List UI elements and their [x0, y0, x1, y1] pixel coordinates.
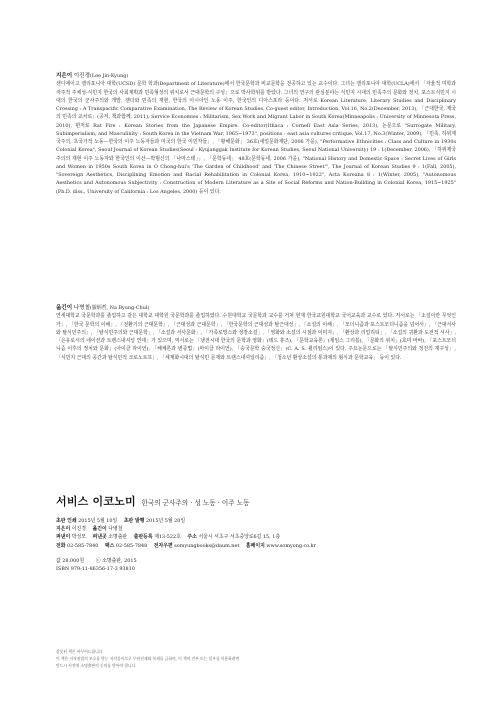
- translator-name-extra: (羅炳哲, Na Byung-Chul): [90, 305, 150, 311]
- publisher-row: [56, 533, 456, 541]
- colophon: [56, 493, 456, 573]
- email-label: 전자우편: [153, 542, 173, 549]
- author-bio-text: 샌디에이고 캘리포니아 대학(UCSD) 문학 학과(Department of Literature)에서 한국문학과 비교문학을 전공하고 있는 교수이다. 그녀는 캘리포니아 대학(UCLA)에서 「자율적 미학과 자주적 주체성-식민지 한국의 사회계획과 민족형성의 위치로서 근대문학의 구성」으로 박사학위를 받았다. 그녀의 연구의 관심분야는 식민지 시대의 민족주의 문화와 정치, 포스트식민지 시대의 한국의 군사주의와 개발, 젠더와 민족의 재현, 한국의 아시아인 노동 이주, 한국인의 디아스포라 등이다. 저서로 Korean Literature, Literary Studies and Disciplinary Crossing : A Transpacific Comparative Examination, The Review of Korean Studies, Co-guest editor, Introduction, Vol.16, No.2(December, 2013), 「근대한국, 제국의 민족의 교차로」(공저, 책과함께, 2011), Service Economies : Militarism, Sex Work and Migrant Labor in South Korea(Minneapolis : University of Minnesota Press, 2010), 편저로 Rat Fire : Korean Stories from the Japanese Empire. Co-editor(Ithaca : Cornell East Asia Series, 2013), 논문으로 "Surrogate Military, Subimperialism, and Masculinity : South Korea in the Vietnam War, 1965~1973", positions : east asia cultures critique, Vol.17, No.3(Winter, 2009), 「민족, 하위제국주의, 초국가적 노동—한국의 이주 노동자들과 미국의 한국 이민자들」, 「황해문화」 36호(새얼문화재단, 2006 가을), "Performative Ethnicities : Class and Culture in 1930s Colonial Korea", Seoul Journal of Korean Studies(Seoul : Kyujanggak Institute for Korean Studies, Seoul National University) 19 : 1(December, 2006), 「하위제국주의의 재현 이주 노동자와 한국인의 이산—박범신의 「나마스테」」, 「문학동네」 48호(문학동네, 2006 가을), "National History and Domestic Space : Secret Lives of Girls and Women in 1950s South Korea in O Chong-hui's 'The Garden of Childhood' and 'The Chinese Street'", The Journal of Korean Studies 9 : 1(Fall, 2005), "Sovereign Aesthetics, Disciplining Emotion and Racial Rehabilitation in Colonial Korea, 1910~1922", Acta Koreana 8 : 1(Winter, 2005), "Autonomous Aesthetics and Autonomous Subjectivity : Construction of Modern Literature as a Site of Social Reforms and Nation-Building in Colonial Korea, 1915~1925"(Ph.D. diss., University of California : Los Angeles, 2000) 등이 있다.: [56, 81, 456, 195]
- translator-name: 나병철: [73, 305, 90, 311]
- registration-value: 제13-522호: [154, 534, 181, 541]
- author-bio: [56, 72, 456, 196]
- author-name-roman: (Lee Jin-Kyung): [90, 73, 129, 79]
- homepage-label: 홈페이지: [245, 542, 265, 549]
- print-dates-row: [56, 517, 456, 525]
- address-label: 주소: [187, 534, 197, 541]
- contact-row: [56, 542, 456, 550]
- phone-label: 전화: [56, 542, 66, 549]
- publisher-value: 박성모: [71, 534, 86, 541]
- fax-value: 02-585-7848: [115, 542, 148, 549]
- first-pub-value: 2015년 5월 20일: [145, 518, 186, 524]
- translator-credit-label: 옮긴이: [92, 526, 107, 533]
- price: 값 28,000원: [56, 557, 85, 564]
- press-label: 펴낸곳: [92, 534, 107, 541]
- translator-bio: [56, 304, 456, 362]
- notice: [56, 648, 456, 669]
- press-value: 소명출판: [108, 534, 128, 541]
- notice-line: 이 책은 저작권법의 보호를 받는 저작물이므로 무단전재와 복제를 금하며, 이 책의 전부 또는 일부를 이용하려면: [56, 656, 240, 661]
- publisher-label: 펴낸이: [56, 534, 71, 541]
- email-value: somyungbooks@daum.net: [174, 542, 240, 549]
- price-block: [56, 557, 456, 573]
- registration-label: 출판등록: [133, 534, 153, 541]
- isbn: ISBN 979-11-86356-17-3 93810: [56, 566, 135, 573]
- first-print-label: 초판 인쇄: [56, 518, 77, 524]
- author-name: 이진경: [73, 73, 90, 79]
- copyright: ⓒ 소명출판, 2015: [95, 557, 137, 564]
- price-row: [56, 557, 456, 565]
- isbn-row: [56, 565, 456, 573]
- fax-label: 팩스: [104, 542, 115, 549]
- book-title: 서비스 이코노미: [56, 495, 136, 508]
- translator-label: 옮긴이: [56, 305, 73, 311]
- notice-line: 잘못된 책은 바꾸어드립니다.: [56, 649, 104, 654]
- book-subtitle: 한국의 군사주의 · 성 노동 · 이주 노동: [141, 499, 250, 507]
- translator-credit-value: 나병철: [108, 526, 123, 533]
- author-credit-value: 이진경: [71, 526, 86, 533]
- first-print-value: 2015년 5월 10일: [78, 518, 118, 524]
- first-pub-label: 초판 발행: [123, 518, 145, 524]
- credits-row: [56, 525, 456, 533]
- address-value: 서울시 서초구 서초중앙로6길 15, 1층: [198, 534, 281, 541]
- phone-value: 02-585-7840: [67, 542, 99, 549]
- homepage-value: www.somyong.co.kr: [266, 542, 316, 549]
- book-title-line: [56, 493, 456, 509]
- notice-line: 반드시 사전에 소명출판의 동의를 받아야 합니다.: [56, 663, 137, 668]
- translator-bio-text: 연세대학교 국문학과를 졸업하고 같은 대학교 대학원 국문학과를 졸업하였다. 수원대학교 국문학과 교수를 거쳐 현재 한국교원대학교 국어교육과 교수로 있다. 저서로는 「소설이란 무엇인가」, 「한국 문학의 이해」, 「전환기의 근대문학」, 「근대성과 근대문학」, 「한국문학의 근대성과 탈근대성」, 「소설의 이해」, 「모더니즘과 포스트모더니즘을 넘어서」, 「근대서사와 탈식민주의」, 「탈식민주의와 근대문학」, 「소설과 서사문화」, 「가족로망스와 성장소설」, 「영화와 소설의 시점과 이미지」, 「환상과 리얼리티」, 「소설의 귀환과 도전적 서사」, 「은유로서의 네이션과 트랜스내셔널 연대」가 있으며, 역서로는 「냉전시대 한국의 문학과 영화」(테드 휴즈), 「문학교육론」(제임스 그리블), 「문화의 위치」(호미 바바), 「포스트모더니즘 이후의 정치와 문화」(아이클 라이언), 「해체론과 변증법」(마이클 라이언), 「숭국문학 숭국정신」(C. A. S. 윌리엄스)이 있다. 주요논문으로는 「탈식민주의와 정전의 재구성」, 「식민지 근대의 공간과 탈식민적 크로노토프」, 「세계화시대의 탈식민 문제와 트랜스내셔널리즘」, 「청소년 환상소설의 통과제의 형식과 문학교육」 등이 있다.: [56, 313, 456, 361]
- author-credit-label: 지은이: [56, 526, 71, 533]
- author-label: 지은이: [56, 73, 73, 79]
